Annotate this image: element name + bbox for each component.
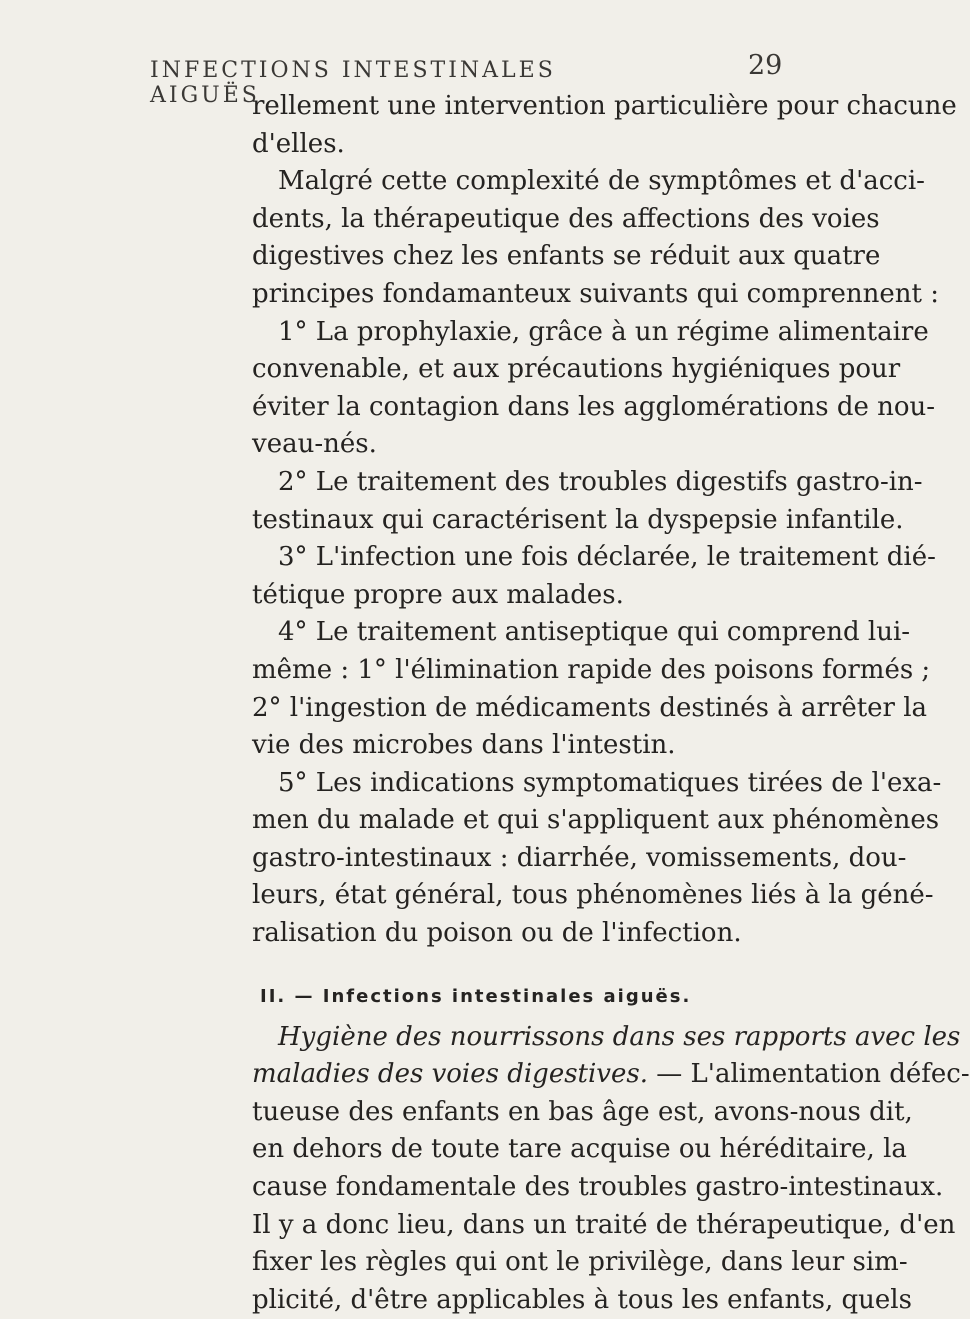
text-line: 4° Le traitement antiseptique qui comprend lui- [278, 617, 911, 648]
text-line: éviter la contagion dans les agglomérations de nou- [252, 391, 936, 422]
text-line [252, 1056, 970, 1094]
text-line [252, 1169, 944, 1207]
text-line: convenable, et aux précautions hygiéniques pour [252, 354, 901, 385]
text-run: tueuse des enfants en bas âge est, avons-nous dit, [252, 1096, 913, 1127]
text-line: tétique propre aux malades. [252, 579, 624, 610]
text-line: principes fondamanteux suivants qui comprennent : [252, 278, 940, 309]
text-line: testinaux qui caractérisent la dyspepsie infantile. [252, 504, 904, 535]
text-line [252, 1094, 913, 1132]
text-line: même : 1° l'élimination rapide des poisons formés ; [252, 654, 931, 685]
text-line: veau-nés. [252, 429, 377, 460]
italic-run: Hygiène des nourrissons dans ses rapports avec les [278, 1021, 961, 1052]
text-line: men du malade et qui s'appliquent aux phénomènes [252, 805, 940, 836]
text-line: 3° L'infection une fois déclarée, le traitement dié- [278, 542, 936, 573]
text-line: 1° La prophylaxie, grâce à un régime alimentaire [278, 316, 929, 347]
text-line: rellement une intervention particulière pour chacune [252, 91, 957, 121]
text-line: vie des microbes dans l'intestin. [252, 730, 676, 761]
text-line: 2° Le traitement des troubles digestifs gastro-in- [278, 466, 923, 497]
text-line [252, 1131, 907, 1169]
main-text [252, 88, 970, 1319]
text-line [252, 1244, 908, 1282]
text-run: plicité, d'être applicables à tous les enfants, quels [252, 1284, 912, 1315]
text-run: fixer les règles qui ont le privilège, dans leur sim- [252, 1247, 908, 1278]
text-line: dents, la thérapeutique des affections des voies [252, 203, 880, 234]
text-line: leurs, état général, tous phénomènes liés à la géné- [252, 880, 934, 911]
text-line [252, 1282, 912, 1319]
text-line: Malgré cette complexité de symptômes et d'acci- [278, 166, 925, 197]
text-line: ralisation du poison ou de l'infection. [252, 918, 742, 949]
text-line: gastro-intestinaux : diarrhée, vomissements, dou- [252, 842, 907, 873]
text-run: — L'alimentation défec- [648, 1059, 970, 1090]
text-run: en dehors de toute tare acquise ou héréditaire, la [252, 1134, 907, 1165]
text-run: cause fondamentale des troubles gastro-intestinaux. [252, 1172, 944, 1203]
text-line: 5° Les indications symptomatiques tirées de l'exa- [278, 767, 942, 798]
text-run: Il y a donc lieu, dans un traité de thérapeutique, d'en [252, 1209, 956, 1240]
text-line: d'elles. [252, 128, 345, 159]
text-line [252, 1019, 961, 1057]
italic-run: maladies des voies digestives. [252, 1059, 648, 1090]
running-header: INFECTIONS INTESTINALES AIGUËS [150, 58, 556, 108]
text-line [252, 1207, 956, 1245]
page-number: 29 [748, 50, 783, 81]
section-heading: II. — Infections intestinales aiguës. [260, 985, 692, 1007]
section-spacer [252, 953, 772, 975]
text-line: digestives chez les enfants se réduit aux quatre [252, 241, 881, 272]
text-line: 2° l'ingestion de médicaments destinés à arrêter la [252, 692, 928, 723]
